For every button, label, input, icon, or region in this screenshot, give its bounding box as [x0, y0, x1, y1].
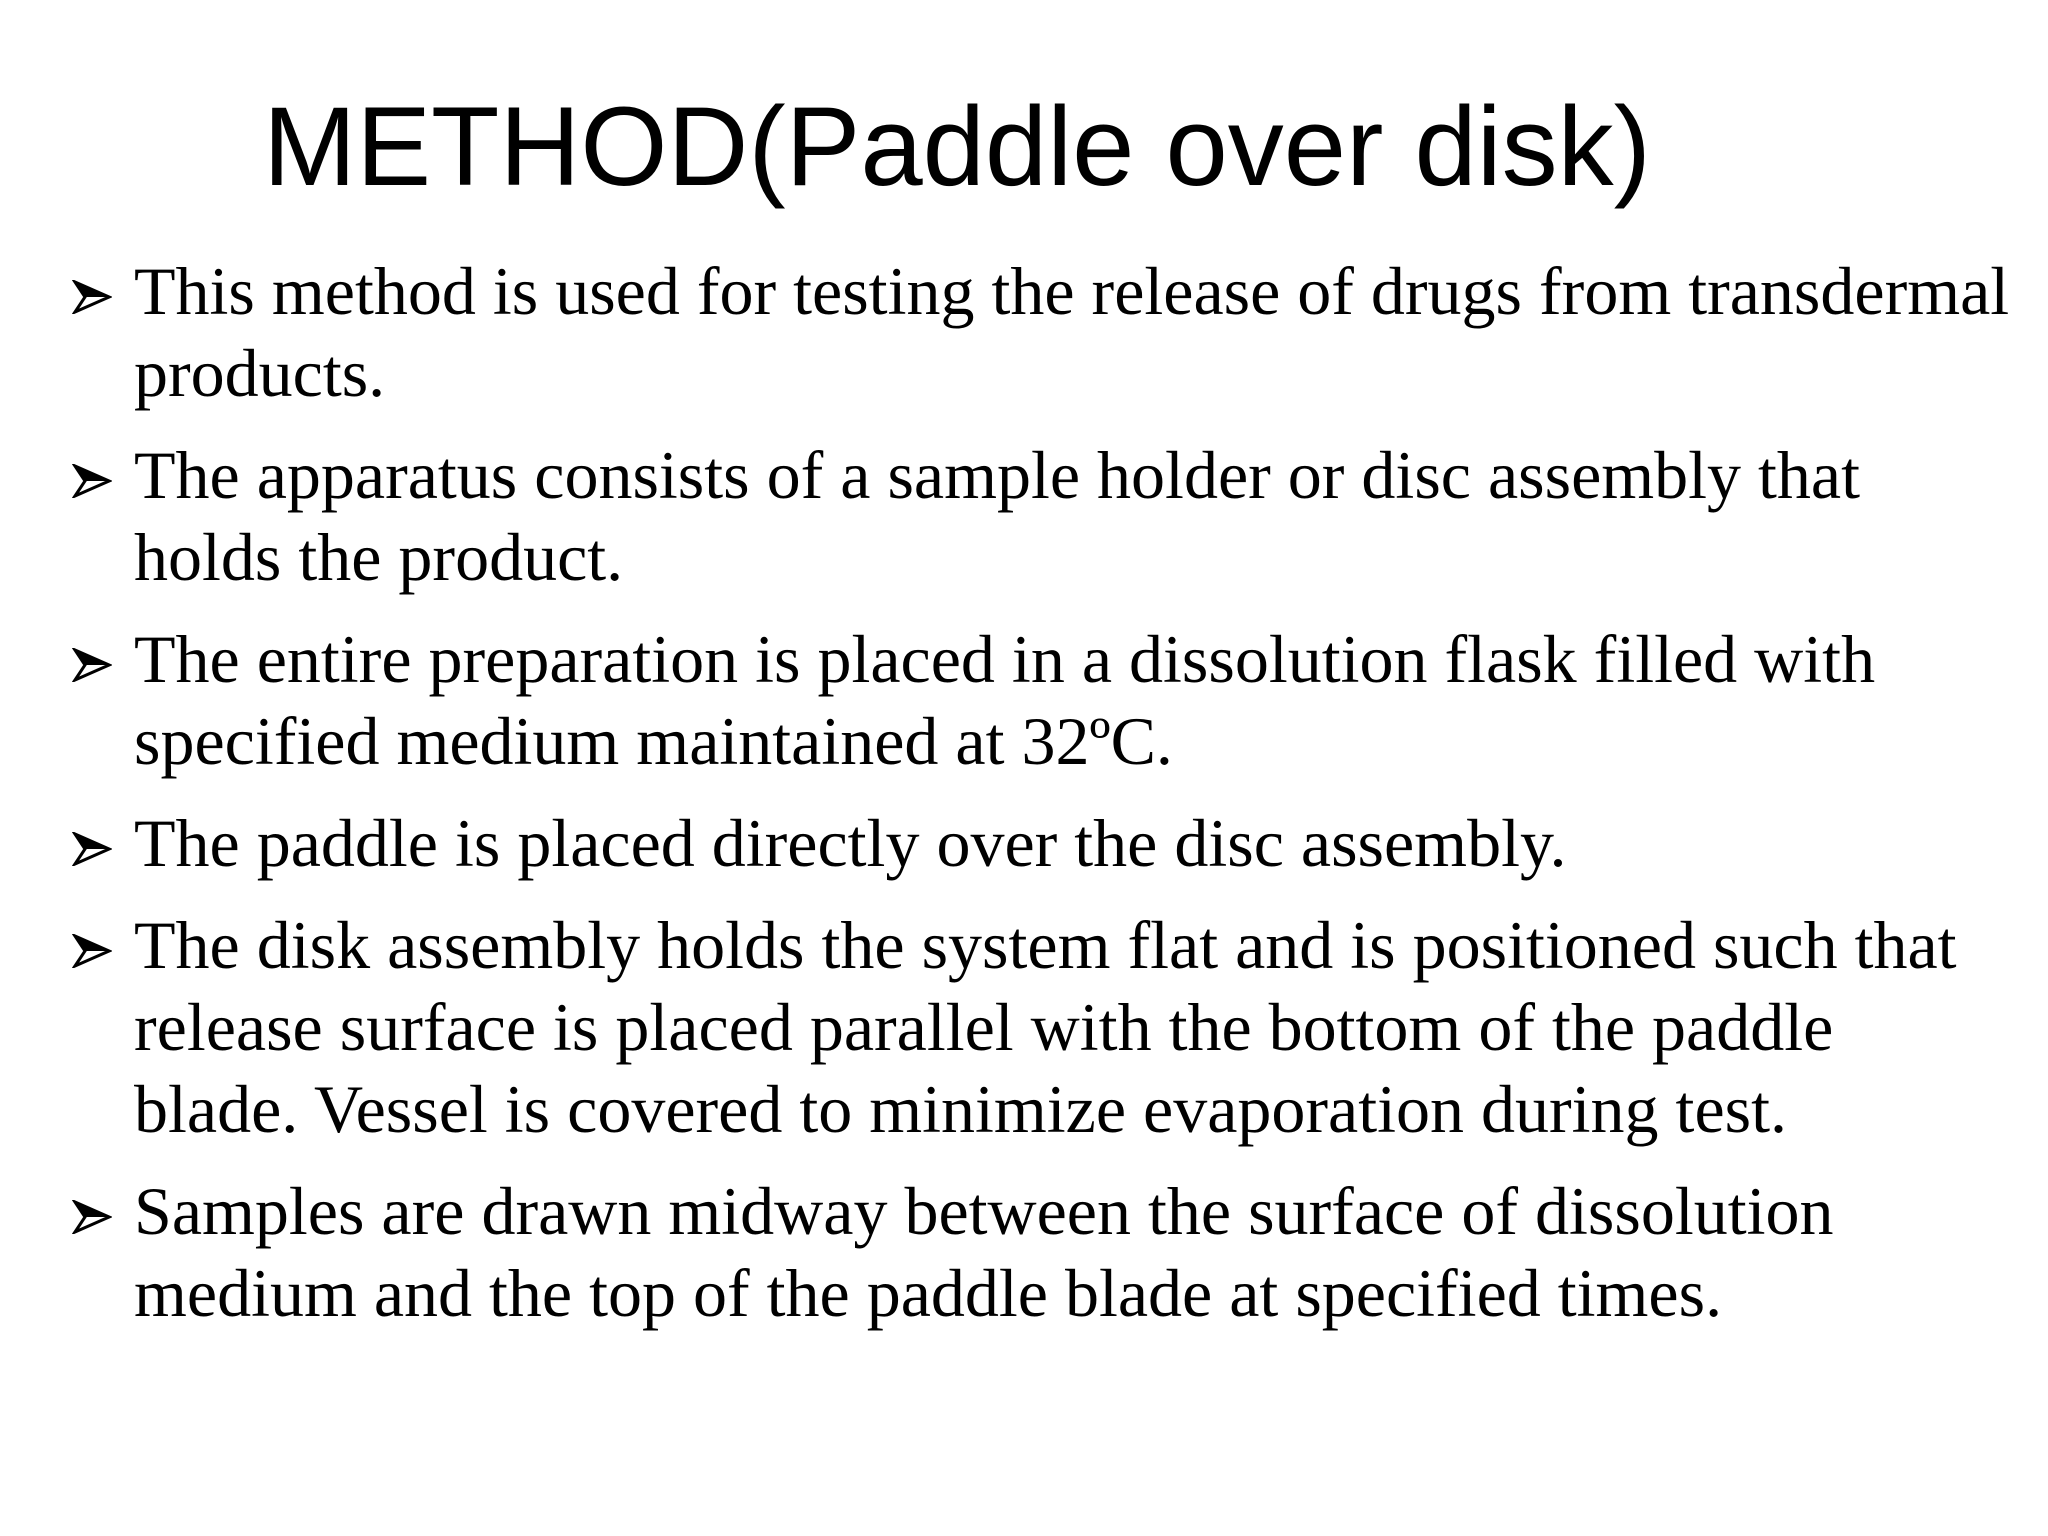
arrowhead-bullet-icon	[72, 1200, 112, 1234]
bullet-item	[72, 618, 2012, 782]
bullet-text: This method is used for testing the release of drugs from transdermal products.	[134, 253, 2010, 411]
bullet-item	[72, 250, 2012, 414]
bullet-item	[72, 434, 2012, 598]
bullet-item	[72, 904, 2012, 1150]
bullet-list	[72, 250, 2012, 1354]
bullet-text: The paddle is placed directly over the disc assembly.	[134, 805, 1567, 881]
arrowhead-bullet-icon	[72, 832, 112, 866]
bullet-text: The entire preparation is placed in a dissolution flask filled with specified medium maintained at 32ºC.	[134, 621, 1876, 779]
bullet-text: The apparatus consists of a sample holder or disc assembly that holds the product.	[134, 437, 1860, 595]
arrowhead-bullet-icon	[72, 280, 112, 314]
arrowhead-bullet-icon	[72, 934, 112, 968]
arrowhead-bullet-icon	[72, 464, 112, 498]
bullet-item	[72, 802, 2012, 884]
bullet-item	[72, 1170, 2012, 1334]
bullet-text: The disk assembly holds the system flat and is positioned such that release surface is placed parallel with the bottom of the paddle blade. Vessel is covered to minimize evaporation during test.	[134, 907, 1957, 1147]
arrowhead-bullet-icon	[72, 648, 112, 682]
slide-title: METHOD(Paddle over disk)	[263, 84, 1651, 209]
bullet-text: Samples are drawn midway between the surface of dissolution medium and the top of the paddle blade at specified times.	[134, 1173, 1834, 1331]
